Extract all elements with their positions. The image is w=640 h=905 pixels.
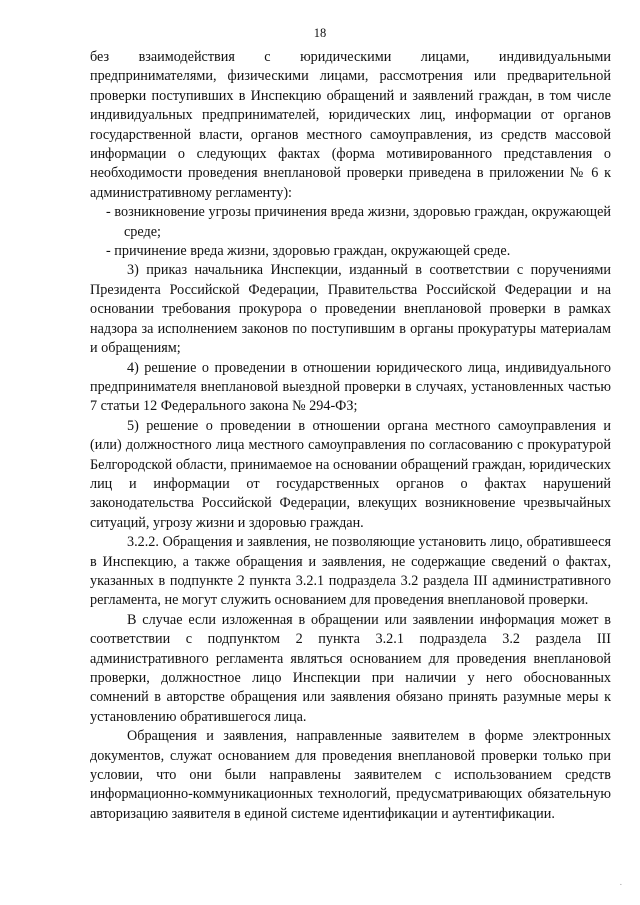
body-text [90,48,611,824]
paragraph: Обращения и заявления, направленные заявителем в форме электронных документов, служат основанием для проведения внеплановой проверки только при условии, что они были направлены заявителем с использованием средств информационно-коммуникационных технологий, предусматривающих обязательную авторизацию заявителя в единой системе идентификации и аутентификации. [90,728,611,822]
dash-list-item: - возникновение угрозы причинения вреда жизни, здоровью граждан, окружающей среде; [106,204,611,240]
clause-3-2-2: 3.2.2. Обращения и заявления, не позволяющие установить лицо, обратившееся в Инспекцию, а также обращения и заявления, не содержащие сведений о фактах, указанных в подпункте 2 пункта 3.2.1 подраздела 3.2 раздела III административного регламента, не могут служить основанием для проведения внеплановой проверки. [90,534,611,609]
numbered-item-4: 4) решение о проведении в отношении юридического лица, индивидуального предпринимателя внеплановой выездной проверки в случаях, установленных частью 7 статьи 12 Федерального закона № 294-ФЗ; [90,359,611,415]
numbered-item-5: 5) решение о проведении в отношении органа местного самоуправления и (или) должностного лица местного самоуправления по согласованию с прокуратурой Белгородской области, принимаемое на основании обращений граждан, юридических лиц и информации от государственных органов о фактах нарушений законодательства Российской Федерации, влекущих возникновение чрезвычайных ситуаций, угрозу жизни и здоровью граждан. [90,417,611,531]
numbered-item-3: 3) приказ начальника Инспекции, изданный в соответствии с поручениями Президента Российской Федерации, Правительства Российской Федерации и на основании требования прокурора о проведении внеплановой проверки в рамках надзора за исполнением законов по поступившим в органы прокуратуры материалам и обращениям; [90,262,611,357]
scan-mark: . [619,877,622,887]
paragraph-continuation: без взаимодействия с юридическими лицами, индивидуальными предпринимателями, физическими лицами, рассмотрения или предварительной проверки поступивших в Инспекцию обращений и заявлений граждан, в том числе индивидуальных предпринимателей, юридических лиц, информации от органов государственной власти, органов местного самоуправления, из средств массовой информации о следующих фактах (форма мотивированного представления о необходимости проведения внеплановой проверки приведена в приложении № 6 к административному регламенту): [90,49,611,201]
page-number: 18 [313,26,327,40]
dash-list-item: - причинение вреда жизни, здоровью граждан, окружающей среде. [106,243,511,260]
paragraph: В случае если изложенная в обращении или заявлении информация может в соответствии с подпунктом 2 пункта 3.2.1 подраздела 3.2 раздела III административного регламента являться основанием для проведения внеплановой проверки, должностное лицо Инспекции при наличии у него обоснованных сомнений в авторстве обращения или заявления обязано принять разумные меры к установлению обратившегося лица. [90,611,611,725]
